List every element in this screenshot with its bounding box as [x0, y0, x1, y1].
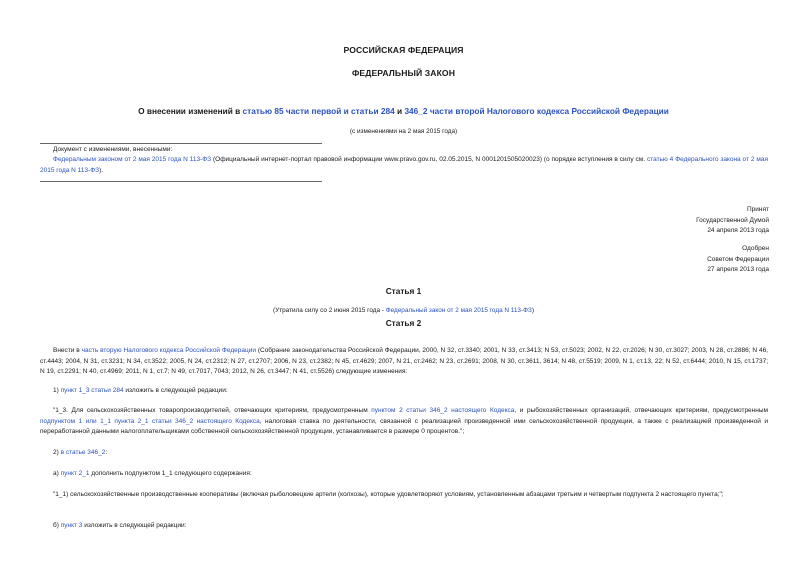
header-country: РОССИЙСКАЯ ФЕДЕРАЦИЯ: [343, 45, 464, 55]
subitem-a: [53, 469, 768, 480]
adopted-line-2: Государственной Думой: [696, 216, 769, 224]
article-2-item-1: [53, 386, 768, 397]
changes-text-1: (Официальный интернет-портал правовой информации www.pravo.gov.ru, 02.05.2015, N 0001201505020023) (о порядке вступления в силу см.: [211, 156, 647, 163]
quote-1-link-1[interactable]: пунктом 2 статьи 346_2 настоящего Кодекса: [371, 407, 515, 414]
title-link-article-346-2[interactable]: 346_2 части второй Налогового кодекса Российской Федерации: [404, 106, 669, 116]
document-subtitle: (с изменениями на 2 мая 2015 года): [349, 128, 458, 135]
title-prefix: О внесении изменений в: [138, 106, 243, 116]
adopted-line-1: Принят: [746, 206, 769, 213]
quote-1-part-a: "1_3. Для сельскохозяйственных товаропроизводителей, отвечающих критериям, предусмотренным: [53, 407, 372, 414]
approved-line-2: Советом Федерации: [707, 255, 769, 263]
article-1-note-suffix: ): [531, 307, 534, 314]
approved-line-3: 27 апреля 2013 года: [707, 266, 769, 273]
changes-link-article-4[interactable]: статью 4: [646, 156, 674, 163]
changes-link-law-113[interactable]: Федеральным законом от 2 мая 2015 года N 113-ФЗ: [53, 156, 212, 163]
changes-text-2: ).: [99, 166, 104, 174]
approved-block: [569, 244, 769, 276]
adopted-line-3: 24 апреля 2013 года: [707, 227, 769, 234]
quote-1-part-b: , и рыбохозяйственных организаций, отвечающих критериям, предусмотренным: [514, 407, 768, 414]
subitem-b-text: изложить в следующей редакции:: [82, 522, 187, 529]
article-2-p1-text: (Собрание законодательства Российской Федерации, 2000, N 32, ст.3340; 2001, N 33, ст.3413; N 53, ст.5023; 2002, N 22, ст.2026; N 30, ст.3027; 2003, N 28, ст.2886; N 46, ст.4443; 2004, N 31, ст.3231; N 34, ст.3522; 2005, N 24, ст.2312; N 27, ст.2707; 2006, N 23, ст.2382; N 45, ст.4629; 2007, N 21, ст.2462; N 23, ст.2691; 2008, N 30, ст.3611, 3614; N 48, ст.5519; 2009, N 1, ст.13, 22; N 52, ст.6444; 2010, N 15, ст.1737; N 19, ст.2291; N 40, ст.4969; 2011, N 1, ст.7; N 49, ст.7017, 7043; 2012, N 26, ст.3447; N 41, ст.5526) следующие изменения:: [40, 347, 768, 375]
subitem-a-link[interactable]: пункт 2_1: [60, 470, 90, 477]
article-2-item-2: [53, 448, 768, 459]
divider-bottom: [40, 181, 322, 182]
article-1-note: [0, 307, 807, 314]
item-1-text: изложить в следующей редакции:: [123, 387, 228, 394]
divider-top: [40, 143, 322, 144]
article-2-p1-prefix: Внести в: [53, 347, 82, 354]
adopted-block: [569, 205, 769, 237]
changes-text: [40, 155, 768, 176]
document-title: [0, 106, 807, 116]
item-2-text: :: [105, 449, 108, 456]
article-1-note-prefix: (Утратила силу со 2 июня 2015 года -: [273, 307, 386, 314]
quote-2: "1_1) сельскохозяйственные производственные кооперативы (включая рыболовецкие артели (колхозы), которые удовлетворяют условиям, установленным абзацами третьим и четвертым подпункта 2 настоящего пункта;";: [53, 491, 724, 498]
quote-1: [40, 406, 768, 438]
quote-1-part-c: , налоговая ставка по деятельности, связанной с реализацией произведенной ими сельскохозяйственной продукции, а также с реализацией произведенной и переработанной данными налогоплательщиками собственной сельскохозяйственной продукции, устанавливается в размере 0 процентов.";: [40, 417, 768, 435]
changes-link-law-113-b[interactable]: Федерального закона от 2 мая 2015 года N 113-ФЗ: [40, 156, 768, 174]
article-1-note-link[interactable]: Федеральный закон от 2 мая 2015 года N 113-ФЗ: [385, 307, 532, 314]
title-link-article-85[interactable]: статью 85 части первой и статьи 284: [242, 106, 395, 116]
title-middle: и: [394, 106, 405, 116]
item-2-link[interactable]: в статье 346_2: [60, 449, 106, 456]
article-2-p1-link[interactable]: часть вторую Налогового кодекса Российской Федерации: [81, 347, 256, 354]
item-1-number: 1): [53, 387, 61, 394]
changes-heading: Документ с изменениями, внесенными:: [53, 146, 173, 153]
quote-1-link-2[interactable]: подпунктом 1 или 1_1 пункта 2_1 статьи 346_2 настоящего Кодекса: [40, 417, 260, 425]
item-2-number: 2): [53, 449, 61, 456]
subitem-b-prefix: б): [53, 522, 61, 529]
approved-line-1: Одобрен: [742, 245, 769, 252]
item-1-link[interactable]: пункт 1_3 статьи 284: [60, 387, 124, 394]
article-2-heading: Статья 2: [385, 318, 422, 328]
header-law-type: ФЕДЕРАЛЬНЫЙ ЗАКОН: [351, 68, 456, 78]
subitem-a-prefix: а): [53, 470, 61, 477]
article-1-heading: Статья 1: [385, 286, 422, 296]
article-2-paragraph-1: [40, 346, 768, 378]
subitem-b: [53, 521, 768, 532]
subitem-b-link[interactable]: пункт 3: [60, 522, 83, 529]
subitem-a-text: дополнить подпунктом 1_1 следующего содержания:: [89, 470, 252, 477]
